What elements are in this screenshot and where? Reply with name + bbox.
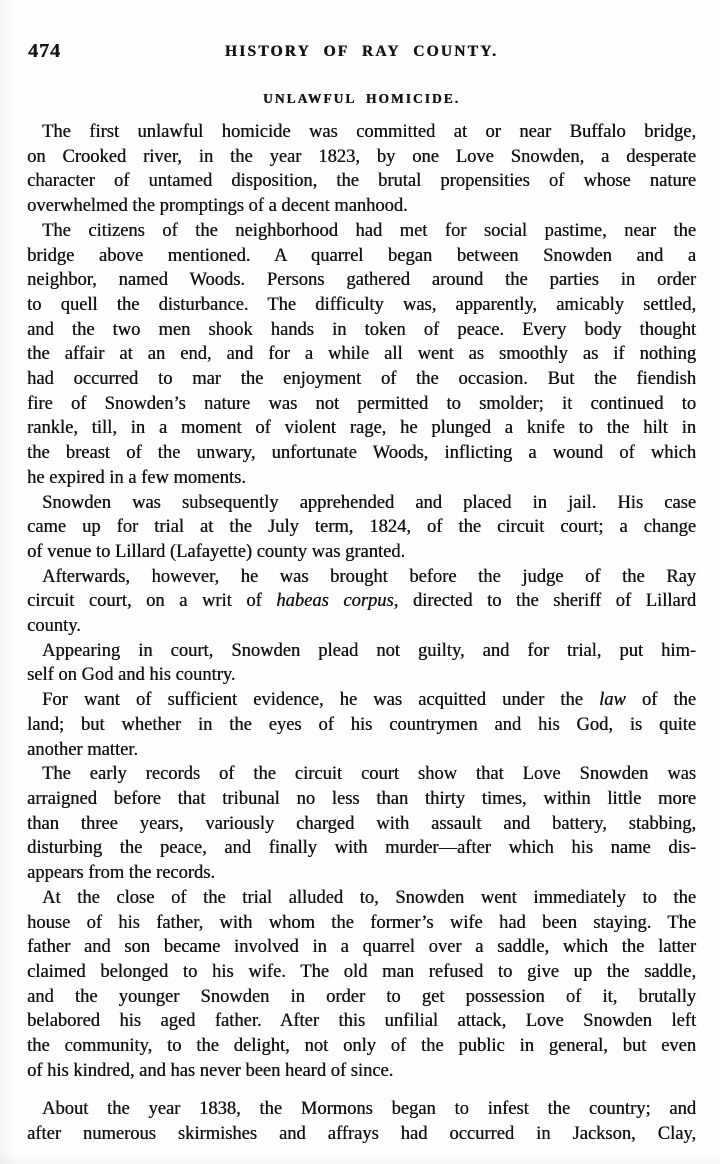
paragraph bbox=[27, 688, 696, 762]
text-segment: , directed to the sheriff of Lillard bbox=[393, 591, 696, 612]
text-line bbox=[27, 515, 696, 540]
text-line bbox=[27, 911, 696, 936]
text-line bbox=[27, 268, 696, 293]
text-segment: Appearing in court, Snowden plead not guilty, and for trial, put him- bbox=[42, 640, 696, 661]
paragraph bbox=[27, 1097, 696, 1146]
text-line bbox=[27, 540, 696, 565]
text-line bbox=[27, 836, 696, 861]
text-line bbox=[27, 367, 696, 392]
text-segment: circuit court, on a writ of bbox=[27, 591, 277, 612]
text-segment: self on God and his country. bbox=[27, 665, 236, 686]
text-line bbox=[27, 318, 696, 343]
text-segment: to quell the disturbance. The difficulty was, apparently, amicably settled, bbox=[27, 294, 696, 315]
text-line bbox=[27, 194, 696, 219]
text-line bbox=[27, 466, 696, 491]
text-line bbox=[27, 960, 696, 985]
paragraph bbox=[27, 120, 696, 219]
text-line bbox=[27, 120, 696, 145]
text-line bbox=[27, 1122, 696, 1147]
text-line bbox=[27, 1009, 696, 1034]
text-segment: About the year 1838, the Mormons began to infest the country; and bbox=[42, 1099, 696, 1120]
text-line bbox=[27, 169, 696, 194]
text-segment: he expired in a few moments. bbox=[27, 467, 246, 488]
paragraph bbox=[27, 762, 696, 886]
text-segment: after numerous skirmishes and affrays had occurred in Jackson, Clay, bbox=[27, 1124, 696, 1145]
text-segment: Snowden was subsequently apprehended and placed in jail. His case bbox=[42, 492, 696, 513]
text-line bbox=[27, 565, 696, 590]
text-segment: Afterwards, however, he was brought before the judge of the Ray bbox=[42, 566, 696, 587]
text-segment: of his kindred, and has never been heard of since. bbox=[27, 1060, 394, 1081]
text-segment: the breast of the unwary, unfortunate Woods, inflicting a wound of which bbox=[27, 443, 696, 464]
text-line bbox=[27, 663, 696, 688]
paragraph bbox=[27, 491, 696, 565]
text-segment: fire of Snowden’s nature was not permitted to smolder; it continued to bbox=[27, 393, 696, 414]
text-line bbox=[27, 812, 696, 837]
text-line bbox=[27, 787, 696, 812]
text-line bbox=[27, 145, 696, 170]
text-line bbox=[27, 589, 696, 614]
text-line bbox=[27, 861, 696, 886]
text-segment: bridge above mentioned. A quarrel began between Snowden and a bbox=[27, 245, 696, 266]
text-line bbox=[27, 614, 696, 639]
text-line bbox=[27, 886, 696, 911]
paragraph bbox=[27, 639, 696, 688]
text-segment: than three years, variously charged with assault and battery, stabbing, bbox=[27, 813, 696, 834]
text-segment: the community, to the delight, not only of the public in general, but even bbox=[27, 1036, 696, 1057]
text-segment: The early records of the circuit court show that Love Snowden was bbox=[42, 764, 696, 785]
text-segment: At the close of the trial alluded to, Snowden went immediately to the bbox=[42, 887, 696, 908]
text-line bbox=[27, 342, 696, 367]
text-segment: disturbing the peace, and finally with murder—after which his name dis- bbox=[27, 838, 696, 859]
text-line bbox=[27, 935, 696, 960]
text-line bbox=[27, 985, 696, 1010]
text-segment: neighbor, named Woods. Persons gathered around the parties in order bbox=[27, 270, 696, 291]
text-line bbox=[27, 738, 696, 763]
text-segment: The citizens of the neighborhood had met for social pastime, near the bbox=[42, 220, 696, 241]
text-line bbox=[27, 1097, 696, 1122]
text-segment: For want of sufficient evidence, he was acquitted under the bbox=[42, 690, 599, 711]
text-segment: another matter. bbox=[27, 739, 138, 760]
text-segment: the affair at an end, and for a while all went as smoothly as if nothing bbox=[27, 344, 696, 365]
text-segment: house of his father, with whom the former’s wife had been staying. The bbox=[27, 912, 696, 933]
text-line bbox=[27, 762, 696, 787]
text-segment: of venue to Lillard (Lafayette) county was granted. bbox=[27, 541, 406, 562]
text-segment: of the bbox=[625, 690, 697, 711]
text-segment: belabored his aged father. After this unfilial attack, Love Snowden left bbox=[27, 1011, 696, 1032]
text-line bbox=[27, 441, 696, 466]
italic-text: law bbox=[599, 690, 626, 711]
text-line bbox=[27, 491, 696, 516]
text-segment: had occurred to mar the enjoyment of the occasion. But the fiendish bbox=[27, 369, 696, 390]
text-segment: on Crooked river, in the year 1823, by one Love Snowden, a desperate bbox=[27, 146, 696, 167]
paragraph bbox=[27, 565, 696, 639]
section-heading: UNLAWFUL HOMICIDE. bbox=[262, 91, 460, 106]
text-segment: came up for trial at the July term, 1824, of the circuit court; a change bbox=[27, 517, 696, 538]
text-segment: and the younger Snowden in order to get possession of it, brutally bbox=[27, 986, 696, 1007]
page-number: 474 bbox=[28, 40, 61, 62]
text-segment: claimed belonged to his wife. The old man refused to give up the saddle, bbox=[27, 961, 696, 982]
text-line bbox=[27, 1059, 696, 1084]
text-segment: overwhelmed the promptings of a decent manhood. bbox=[27, 196, 408, 217]
paragraph bbox=[27, 219, 696, 491]
italic-text: habeas corpus bbox=[276, 591, 394, 612]
text-segment: father and son became involved in a quarrel over a saddle, which the latter bbox=[27, 937, 696, 958]
text-segment: appears from the records. bbox=[27, 863, 215, 884]
text-line bbox=[27, 392, 696, 417]
text-segment: county. bbox=[27, 616, 81, 637]
text-line bbox=[27, 219, 696, 244]
text-line bbox=[27, 293, 696, 318]
text-segment: The first unlawful homicide was committed at or near Buffalo bridge, bbox=[42, 122, 696, 142]
text-segment: rankle, till, in a moment of violent rage, he plunged a knife to the hilt in bbox=[27, 418, 696, 439]
paragraph bbox=[27, 886, 696, 1084]
text-segment: arraigned before that tribunal no less than thirty times, within little more bbox=[27, 788, 696, 809]
page-header bbox=[27, 40, 696, 64]
running-header: HISTORY OF RAY COUNTY. bbox=[224, 43, 499, 60]
text-line bbox=[27, 244, 696, 269]
text-segment: character of untamed disposition, the brutal propensities of whose nature bbox=[27, 171, 696, 192]
text-segment: land; but whether in the eyes of his countrymen and his God, is quite bbox=[27, 714, 696, 735]
text-line bbox=[27, 639, 696, 664]
text-segment: and the two men shook hands in token of peace. Every body thought bbox=[27, 319, 696, 340]
text-line bbox=[27, 416, 696, 441]
body-text bbox=[27, 120, 696, 1147]
text-line bbox=[27, 688, 696, 713]
text-line bbox=[27, 713, 696, 738]
text-line bbox=[27, 1034, 696, 1059]
